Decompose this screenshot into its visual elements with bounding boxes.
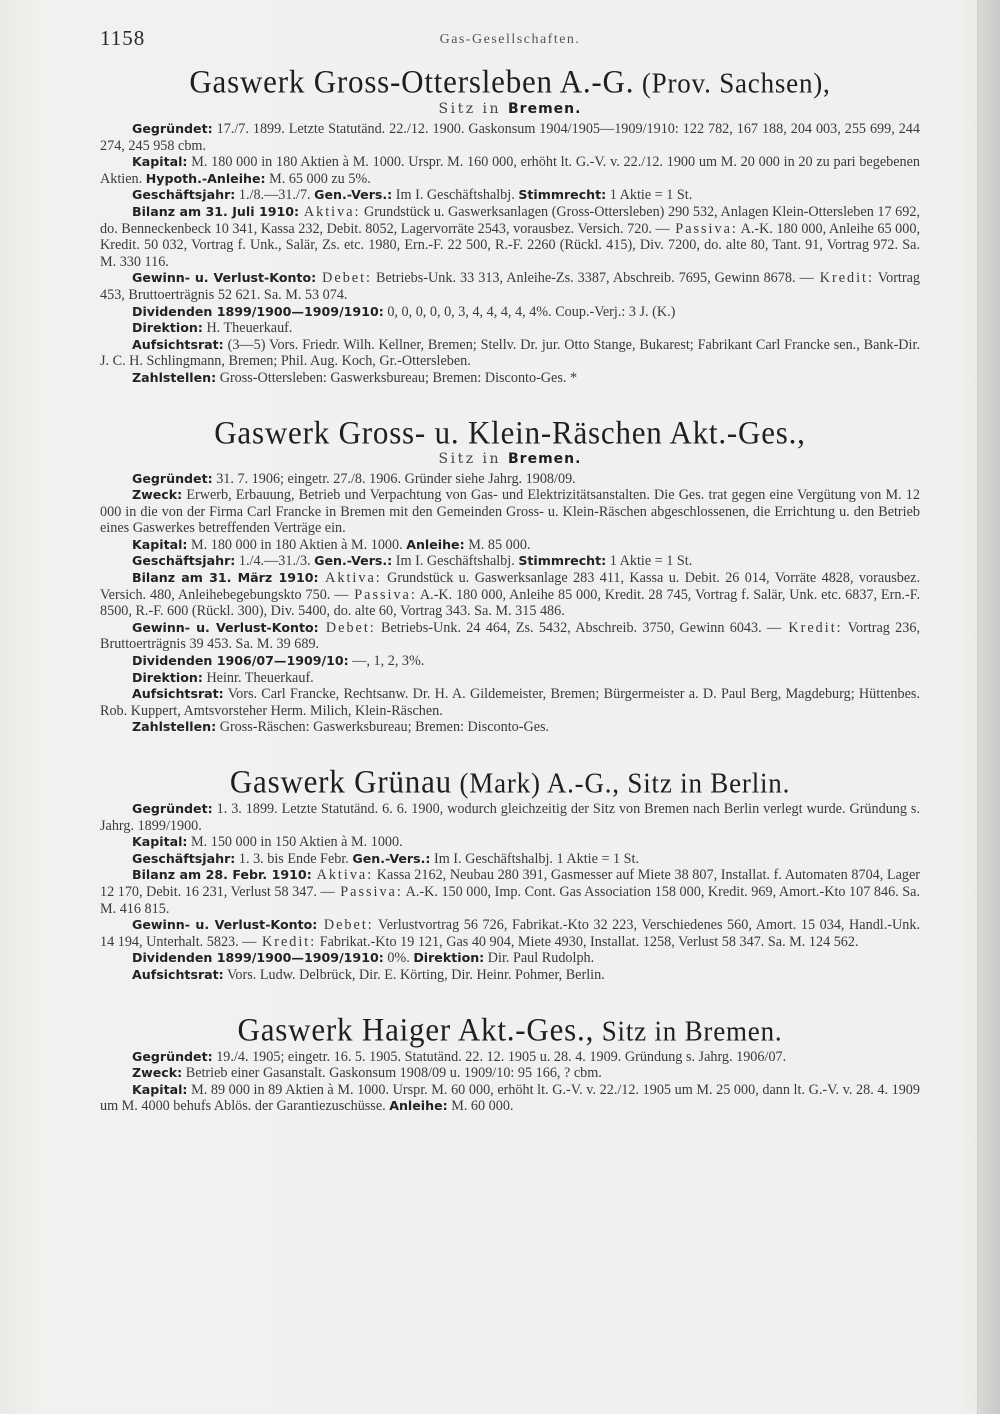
- entry-paragraph: [100, 967, 920, 984]
- entry-paragraph: [100, 487, 920, 537]
- field-label: Aufsichtsrat:: [132, 686, 224, 702]
- field-text: Kassa 2162, Neubau 280 391, Gasmesser auf Miete 38 807, Installat. f. Automaten 8704, Lager 12 170, Debit. 16 231, Verlust 58 347. —: [100, 867, 921, 900]
- field-label: Aufsichtsrat:: [132, 966, 224, 982]
- field-text: Grundstück u. Gaswerksanlagen (Gross-Ottersleben) 290 532, Anlagen Klein-Ottersleben 17 692, do. Benneckenbeck 10 341, Kassa 232, Debit. 8052, Lagervorräte 2543, vorausbez. Versich. 720. —: [100, 203, 920, 237]
- field-text: Grundstück u. Gaswerksanlage 283 411, Kassa u. Debit. 26 014, Vorräte 4828, vorausbez. Versich. 480, Anleihebegebungskto 750. —: [100, 570, 920, 603]
- entry-paragraph: [100, 801, 920, 834]
- field-text: A.-K. 150 000, Imp. Cont. Gas Association 158 000, Kredit. 969, Amort.-Kto 107 846. Sa. M. 416 815.: [100, 883, 921, 917]
- page-number: 1158: [100, 26, 146, 50]
- field-label: Kapital:: [132, 536, 188, 552]
- entry-paragraph: [100, 337, 920, 370]
- entry-paragraph: [100, 867, 920, 917]
- field-text: M. 180 000 in 180 Aktien à M. 1000. Urspr. M. 160 000, erhöht lt. G.-V. v. 22./12. 1900 um M. 20 000 in 20 zu pari begebenen Aktien.: [100, 154, 920, 187]
- company-seat: [100, 451, 920, 467]
- seat-prefix: Sitz in: [438, 101, 502, 117]
- section-keyword: Debet:: [317, 917, 374, 934]
- field-label: Zweck:: [132, 487, 183, 503]
- field-label: Gegründet:: [132, 470, 213, 486]
- entry-paragraph: [100, 851, 920, 868]
- field-text: Betrieb einer Gasanstalt. Gaskonsum 1908/09 u. 1909/10: 95 166, ? cbm.: [182, 1065, 602, 1082]
- field-text: M. 150 000 in 150 Aktien à M. 1000.: [187, 834, 403, 851]
- field-label: Gegründet:: [132, 801, 213, 816]
- field-label: Anleihe:: [406, 536, 465, 552]
- field-text: Verlustvortrag 56 726, Fabrikat.-Kto 32 223, Verschiedenes 560, Amort. 15 034, Handl.-Unk. 14 194, Unterhalt. 5823. —: [100, 917, 920, 950]
- field-label: Bilanz am 31. Juli 1910:: [132, 203, 300, 219]
- field-label: Dividenden 1906/07—1909/10:: [132, 653, 349, 669]
- section-keyword: Kredit:: [813, 270, 874, 287]
- field-label: Gen.-Vers.:: [314, 553, 393, 569]
- section-keyword: Aktiva:: [299, 203, 361, 220]
- field-label: Kapital:: [132, 834, 188, 850]
- entry-paragraph: [100, 370, 920, 387]
- entry-paragraph: [100, 553, 920, 570]
- section-keyword: Kredit:: [781, 619, 843, 636]
- field-label: Stimmrecht:: [518, 187, 607, 203]
- field-label: Anleihe:: [389, 1098, 448, 1114]
- entry-paragraph: [100, 471, 920, 488]
- company-title-tail: (Mark) A.-G., Sitz in Berlin.: [451, 767, 791, 799]
- page-header: [100, 26, 920, 56]
- field-label: Geschäftsjahr:: [132, 187, 236, 203]
- section-keyword: Aktiva:: [318, 570, 382, 587]
- field-text: 0%.: [383, 950, 410, 967]
- field-text: Erwerb, Erbauung, Betrieb und Verpachtung von Gas- und Elektrizitätsanstalten. Die Ges. trat gegen eine Vergütung von M. 12 000 in die von der Firma Carl Francke in Bremen mit den Gemeinden Gross- u. Klein-Räschen abgeschlossenen, die Errichtung u. den Betrieb eines Gaswerkes betreffenden Verträge ein.: [100, 487, 920, 537]
- field-label: Hypoth.-Anleihe:: [145, 170, 266, 186]
- field-text: 0, 0, 0, 0, 0, 3, 4, 4, 4, 4, 4%. Coup.-Verj.: 3 J. (K.): [383, 303, 676, 320]
- field-text: Gross-Ottersleben: Gaswerksbureau; Bremen: Disconto-Ges. *: [216, 369, 578, 386]
- field-label: Geschäftsjahr:: [132, 850, 236, 866]
- entry-paragraph: [100, 670, 920, 687]
- field-label: Gewinn- u. Verlust-Konto:: [132, 270, 317, 286]
- field-text: (3—5) Vors. Friedr. Wilh. Kellner, Bremen; Stellv. Dr. jur. Otto Stange, Bukarest; Fabrikant Carl Francke sen., Bank-Dir. J. C. H. Schlingmann, Bremen; Phil. Aug. Koch, Gr.-Ottersleben.: [100, 336, 920, 370]
- field-text: A.-K. 180 000, Anleihe 65 000, Kredit. 50 032, Vortrag f. Unk., Salär, Zs. etc. 1980, Ern.-F. 22 500, R.-F. 2260 (Rückl. 415), Div. 7200, do. alte 80, Tant. 91, Vortrag 972. Sa. M. 330 116.: [100, 220, 920, 270]
- field-label: Gegründet:: [132, 1048, 213, 1064]
- field-label: Gen.-Vers.:: [352, 850, 431, 866]
- field-text: Betriebs-Unk. 24 464, Zs. 5432, Abschreib. 3750, Gewinn 6043. —: [375, 619, 782, 636]
- company-entry: [100, 1010, 920, 1115]
- field-text: Im I. Geschäftshalbj.: [392, 187, 515, 204]
- field-label: Bilanz am 31. März 1910:: [132, 570, 319, 586]
- field-text: M. 89 000 in 89 Aktien à M. 1000. Urspr. M. 60 000, erhöht lt. G.-V. v. 22./12. 1905 um M. 25 000, dann lt. G.-V. v. 28. 4. 1909 um M. 4000 behufs Ablös. der Garantiezuschüsse.: [100, 1081, 920, 1115]
- field-text: Vortrag 236, Bruttoerträgnis 39 453. Sa. M. 39 689.: [100, 619, 920, 653]
- field-label: Direktion:: [132, 669, 203, 685]
- entry-paragraph: [100, 653, 920, 670]
- field-label: Zahlstellen:: [132, 369, 217, 385]
- field-label: Dividenden 1899/1900—1909/1910:: [132, 303, 384, 319]
- field-text: Im I. Geschäftshalbj.: [392, 553, 515, 570]
- section-keyword: Passiva:: [348, 586, 417, 603]
- entry-paragraph: [100, 121, 920, 154]
- field-text: Gross-Räschen: Gaswerksbureau; Bremen: Disconto-Ges.: [216, 719, 550, 736]
- field-label: Geschäftsjahr:: [132, 553, 236, 569]
- field-text: —, 1, 2, 3%.: [348, 653, 425, 670]
- page-edge: [977, 0, 1000, 1414]
- field-label: Kapital:: [132, 1081, 188, 1097]
- running-head: Gas-Gesellschaften.: [439, 32, 581, 47]
- field-text: 17./7. 1899. Letzte Statutänd. 22./12. 1900. Gaskonsum 1904/1905—1909/1910: 122 782, 167 188, 204 003, 255 699, 244 274, 245 958 cbm.: [100, 121, 920, 154]
- section-keyword: Kredit:: [256, 933, 317, 950]
- entry-paragraph: [100, 719, 920, 736]
- field-text: Im I. Geschäftshalbj. 1 Aktie = 1 St.: [430, 850, 640, 867]
- field-text: 1. 3. bis Ende Febr.: [235, 850, 349, 867]
- seat-city: Bremen.: [508, 450, 582, 467]
- company-name: Gaswerk Haiger Akt.-Ges.,: [237, 1010, 595, 1048]
- company-title: [100, 65, 920, 100]
- company-name: Gaswerk Gross-Ottersleben A.-G.: [189, 63, 635, 100]
- entry-paragraph: [100, 1082, 920, 1115]
- seat-city: Bremen.: [508, 101, 582, 117]
- field-label: Gewinn- u. Verlust-Konto:: [132, 917, 318, 933]
- company-name: Gaswerk Grünau: [229, 763, 452, 800]
- field-label: Aufsichtsrat:: [132, 336, 224, 352]
- entry-paragraph: [100, 304, 920, 321]
- company-entry: [100, 763, 921, 984]
- field-text: 1 Aktie = 1 St.: [606, 187, 693, 204]
- entry-paragraph: [100, 834, 920, 851]
- company-entry: [100, 413, 920, 737]
- field-text: 31. 7. 1906; eingetr. 27./8. 1906. Gründer siehe Jahrg. 1908/09.: [212, 470, 576, 487]
- section-keyword: Passiva:: [334, 883, 403, 900]
- field-text: M. 180 000 in 180 Aktien à M. 1000.: [187, 536, 403, 553]
- field-text: Vortrag 453, Bruttoerträgnis 52 621. Sa. M. 53 074.: [100, 270, 920, 303]
- field-label: Gen.-Vers.:: [314, 187, 393, 203]
- field-text: Betriebs-Unk. 33 313, Anleihe-Zs. 3387, Abschreib. 7695, Gewinn 8678. —: [372, 270, 814, 287]
- entry-paragraph: [100, 1065, 920, 1082]
- field-text: Heinr. Theuerkauf.: [202, 669, 314, 686]
- entry-paragraph: [100, 537, 920, 554]
- field-text: A.-K. 180 000, Anleihe 85 000, Kredit. 28 745, Vortrag f. Salär, Unk. etc. 6837, Ern.-F. 8500, R.-F. 600 (Rückl. 300), Div. 5400, do. alte 60, Vortrag 343. Sa. M. 315 486.: [100, 586, 920, 620]
- section-keyword: Debet:: [316, 270, 372, 287]
- entry-paragraph: [100, 1049, 920, 1066]
- field-label: Gegründet:: [132, 121, 213, 136]
- entry-paragraph: [100, 620, 920, 653]
- field-label: Stimmrecht:: [518, 553, 607, 569]
- entry-paragraph: [100, 187, 920, 204]
- field-text: 1./8.—31./7.: [235, 187, 311, 204]
- field-text: Dir. Paul Rudolph.: [484, 950, 595, 967]
- company-title: [100, 413, 920, 451]
- entry-paragraph: [100, 204, 920, 270]
- entry-paragraph: [100, 320, 920, 337]
- field-text: Vors. Carl Francke, Rechtsanw. Dr. H. A. Gildemeister, Bremen; Bürgermeister a. D. Paul Berg, Magdeburg; Hüttenbes. Rob. Kuppert, Amtsvorsteher Herm. Milich, Klein-Räschen.: [100, 686, 920, 719]
- section-keyword: Debet:: [318, 619, 376, 636]
- field-label: Direktion:: [413, 950, 485, 966]
- field-text: H. Theuerkauf.: [202, 320, 293, 337]
- entry-paragraph: [100, 686, 920, 719]
- field-text: 1 Aktie = 1 St.: [606, 553, 693, 570]
- field-label: Kapital:: [132, 154, 188, 170]
- field-label: Direktion:: [132, 320, 203, 336]
- entry-paragraph: [100, 270, 920, 303]
- field-text: Fabrikat.-Kto 19 121, Gas 40 904, Miete 4930, Installat. 1258, Verlust 58 347. Sa. M. 124 562.: [316, 933, 859, 950]
- field-text: 1./4.—31./3.: [235, 553, 311, 570]
- field-text: M. 60 000.: [447, 1098, 514, 1115]
- field-text: 1. 3. 1899. Letzte Statutänd. 6. 6. 1900, wodurch gleichzeitig der Sitz von Bremen nach Berlin verlegt wurde. Gründung s. Jahrg. 1899/1900.: [100, 801, 920, 834]
- company-title-tail: Sitz in Bremen.: [594, 1014, 783, 1047]
- field-text: Vors. Ludw. Delbrück, Dir. E. Körting, Dir. Heinr. Pohmer, Berlin.: [223, 966, 605, 983]
- field-text: M. 65 000 zu 5%.: [265, 170, 371, 187]
- field-label: Gewinn- u. Verlust-Konto:: [132, 619, 319, 635]
- entry-paragraph: [100, 570, 920, 620]
- field-text: 19./4. 1905; eingetr. 16. 5. 1905. Statutänd. 22. 12. 1905 u. 28. 4. 1909. Gründung s. Jahrg. 1906/07.: [212, 1048, 787, 1065]
- field-label: Bilanz am 28. Febr. 1910:: [132, 867, 312, 883]
- entry-paragraph: [100, 917, 920, 950]
- entry-paragraph: [100, 950, 920, 967]
- field-label: Zweck:: [132, 1065, 183, 1081]
- company-seat: [100, 101, 920, 117]
- section-keyword: Aktiva:: [311, 867, 374, 884]
- company-title-tail: (Prov. Sachsen),: [634, 67, 831, 99]
- company-title: [100, 1010, 920, 1048]
- section-keyword: Passiva:: [669, 220, 738, 237]
- company-name: Gaswerk Gross- u. Klein-Räschen Akt.-Ges.,: [214, 413, 806, 451]
- seat-prefix: Sitz in: [438, 450, 502, 467]
- field-label: Zahlstellen:: [132, 719, 217, 735]
- field-text: M. 85 000.: [464, 536, 531, 553]
- entries-column: [100, 63, 921, 1145]
- company-title: [100, 765, 920, 800]
- entry-paragraph: [100, 154, 920, 187]
- company-entry: [100, 63, 920, 387]
- field-label: Dividenden 1899/1900—1909/1910:: [132, 950, 384, 966]
